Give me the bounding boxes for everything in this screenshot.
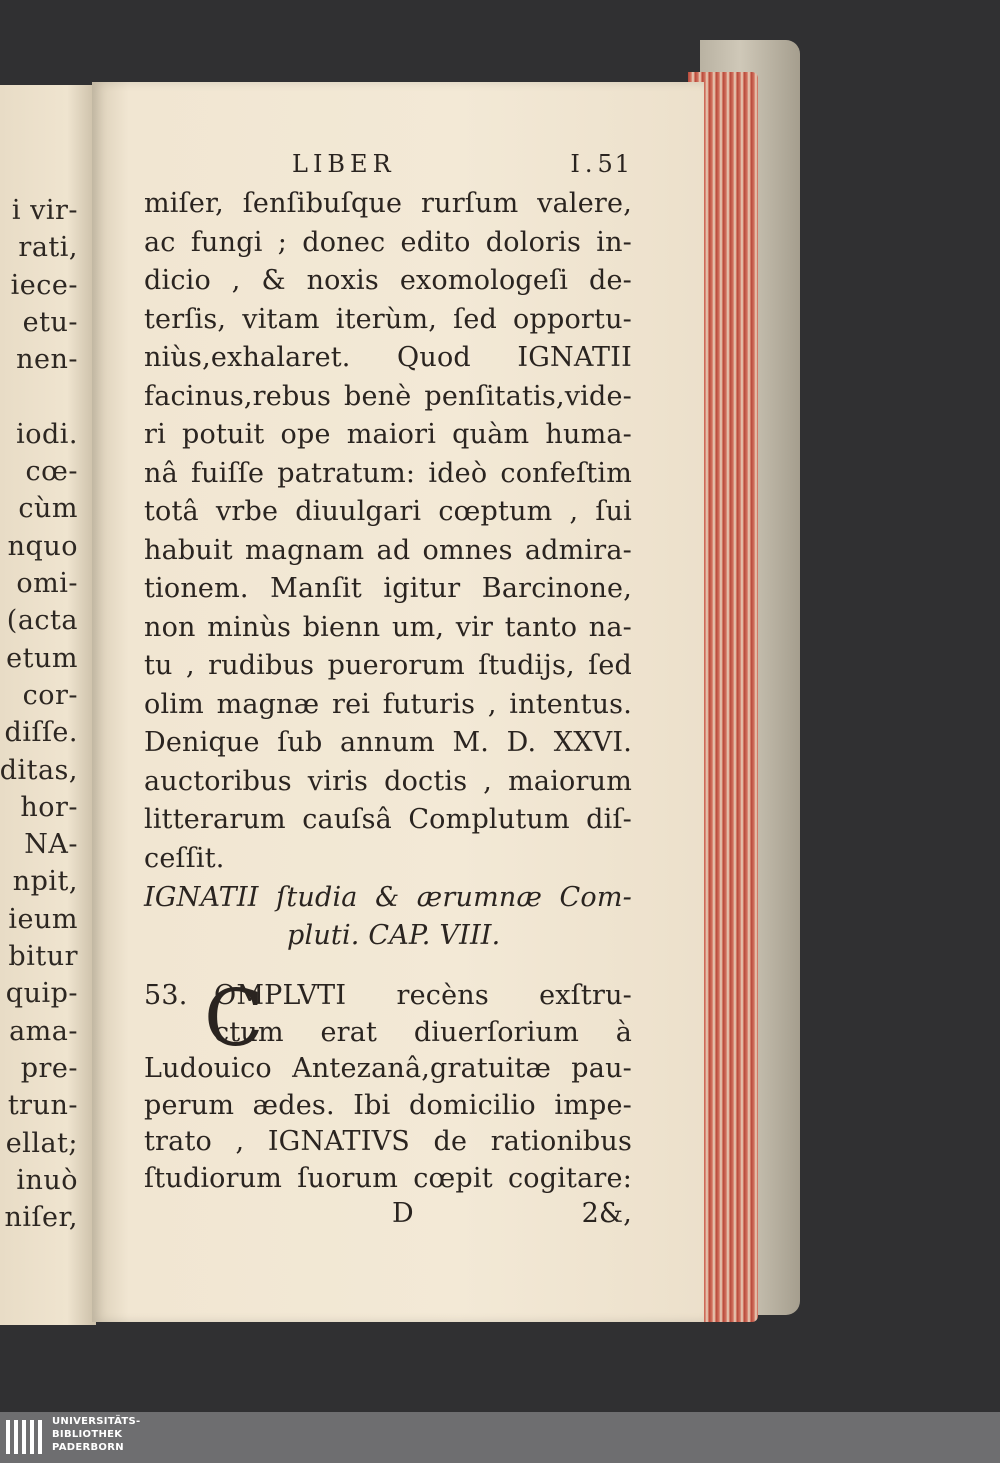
text-line: nâ fuiſſe patratum: ideò confeſtim — [144, 457, 632, 489]
text-line: dicio , & noxis exomologeſi de- — [144, 265, 632, 296]
chapter-heading-line-1: IGNATII ſtudia & ærumnæ Com- — [144, 882, 632, 913]
right-page — [92, 82, 704, 1322]
left-page-line: pre- — [20, 1052, 78, 1084]
left-page-line: hor- — [20, 791, 78, 823]
text-line: Ludouico Antezanâ,gratuitæ pau- — [144, 1053, 632, 1084]
running-head — [292, 150, 632, 178]
left-page-line: ellat; — [5, 1127, 78, 1159]
left-page-line: bitur — [8, 941, 78, 972]
text-line: totâ vrbe diuulgari cœptum , ſui — [144, 496, 632, 527]
left-page-line: nquo — [7, 530, 78, 562]
text-line: tionem. Manſit igitur Barcinone, — [144, 573, 632, 604]
left-page-line: cor- — [22, 679, 78, 711]
running-head-text: LIBER I. — [292, 150, 598, 178]
text-line: miſer, ſenſibuſque rurſum valere, — [144, 188, 632, 219]
left-page-line: i vir- — [11, 195, 78, 226]
left-page-line: iece- — [10, 269, 78, 301]
left-page-line: quip- — [5, 978, 78, 1010]
left-page-line: iodi. — [16, 418, 78, 450]
text-line: ceſſit. — [144, 842, 225, 874]
library-logo-icon — [6, 1420, 44, 1454]
text-line: niùs,exhalaret. Quod IGNATII — [144, 342, 632, 373]
logo-text-line-1: UNIVERSITÄTS- — [52, 1416, 141, 1427]
text-line: non minùs bienn um, vir tanto na- — [144, 611, 632, 643]
left-page-line: cùm — [18, 493, 78, 525]
left-page-line: trun- — [7, 1090, 78, 1122]
text-line: ſtudiorum ſuorum cœpit cogitare: — [144, 1162, 632, 1194]
logo-text-line-3: PADERBORN — [52, 1442, 124, 1453]
left-page-line: nen- — [16, 344, 78, 376]
logo-text-line-2: BIBLIOTHEK — [52, 1429, 123, 1440]
page-number: 51 — [597, 150, 632, 178]
chapter-heading-line-2: pluti. CAP. VIII. — [287, 920, 501, 951]
text-line: olim magnæ rei futuris , intentus. — [144, 688, 632, 720]
library-footer — [0, 1412, 1000, 1463]
left-page-line: niſer, — [4, 1202, 78, 1234]
text-line: ac fungi ; donec edito doloris in- — [144, 226, 632, 258]
left-page-line: omi- — [16, 568, 78, 599]
left-page-line: (acta — [6, 605, 78, 637]
left-page — [0, 85, 96, 1325]
paragraph-number: 53. — [144, 980, 188, 1011]
left-page-line: cœ- — [25, 456, 78, 488]
text-line: terſis, vitam iterùm, ſed opportu- — [144, 303, 632, 335]
left-page-line: ama- — [9, 1015, 78, 1047]
text-line: trato , IGNATIVS de rationibus — [144, 1126, 632, 1157]
text-line: habuit magnam ad omnes admira- — [144, 534, 632, 566]
text-line: facinus,rebus benè penſitatis,vide- — [144, 380, 632, 412]
text-line: ctum erat diuerſorium à — [214, 1016, 632, 1048]
signature-line — [392, 1198, 632, 1229]
text-line: perum ædes. Ibi domicilio impe- — [144, 1089, 632, 1121]
text-line: litterarum cauſsâ Complutum diſ- — [144, 804, 632, 835]
catchword: &, — [598, 1198, 632, 1229]
text-line: tu , rudibus puerorum ſtudijs, ſed — [144, 650, 632, 681]
text-line: ri potuit ope maiori quàm huma- — [144, 419, 632, 450]
left-page-line: etum — [6, 642, 78, 674]
text-line: Denique ſub annum M. D. XXVI. — [144, 727, 632, 758]
left-page-line: npit, — [12, 866, 78, 898]
left-page-line: ieum — [8, 903, 78, 935]
text-line: OMPLVTI recèns exſtru- — [214, 980, 632, 1011]
signature-mark: D 2 — [392, 1198, 599, 1229]
left-page-line: ditas, — [0, 754, 78, 786]
text-line: auctoribus viris doctis , maiorum — [144, 765, 632, 797]
left-page-line: rati, — [18, 232, 78, 264]
left-page-line: NA- — [24, 829, 78, 861]
left-page-line: diſſe. — [4, 717, 78, 749]
left-page-line: etu- — [22, 306, 78, 338]
left-page-line: inuò — [16, 1164, 78, 1196]
drop-cap: C — [204, 974, 264, 1064]
